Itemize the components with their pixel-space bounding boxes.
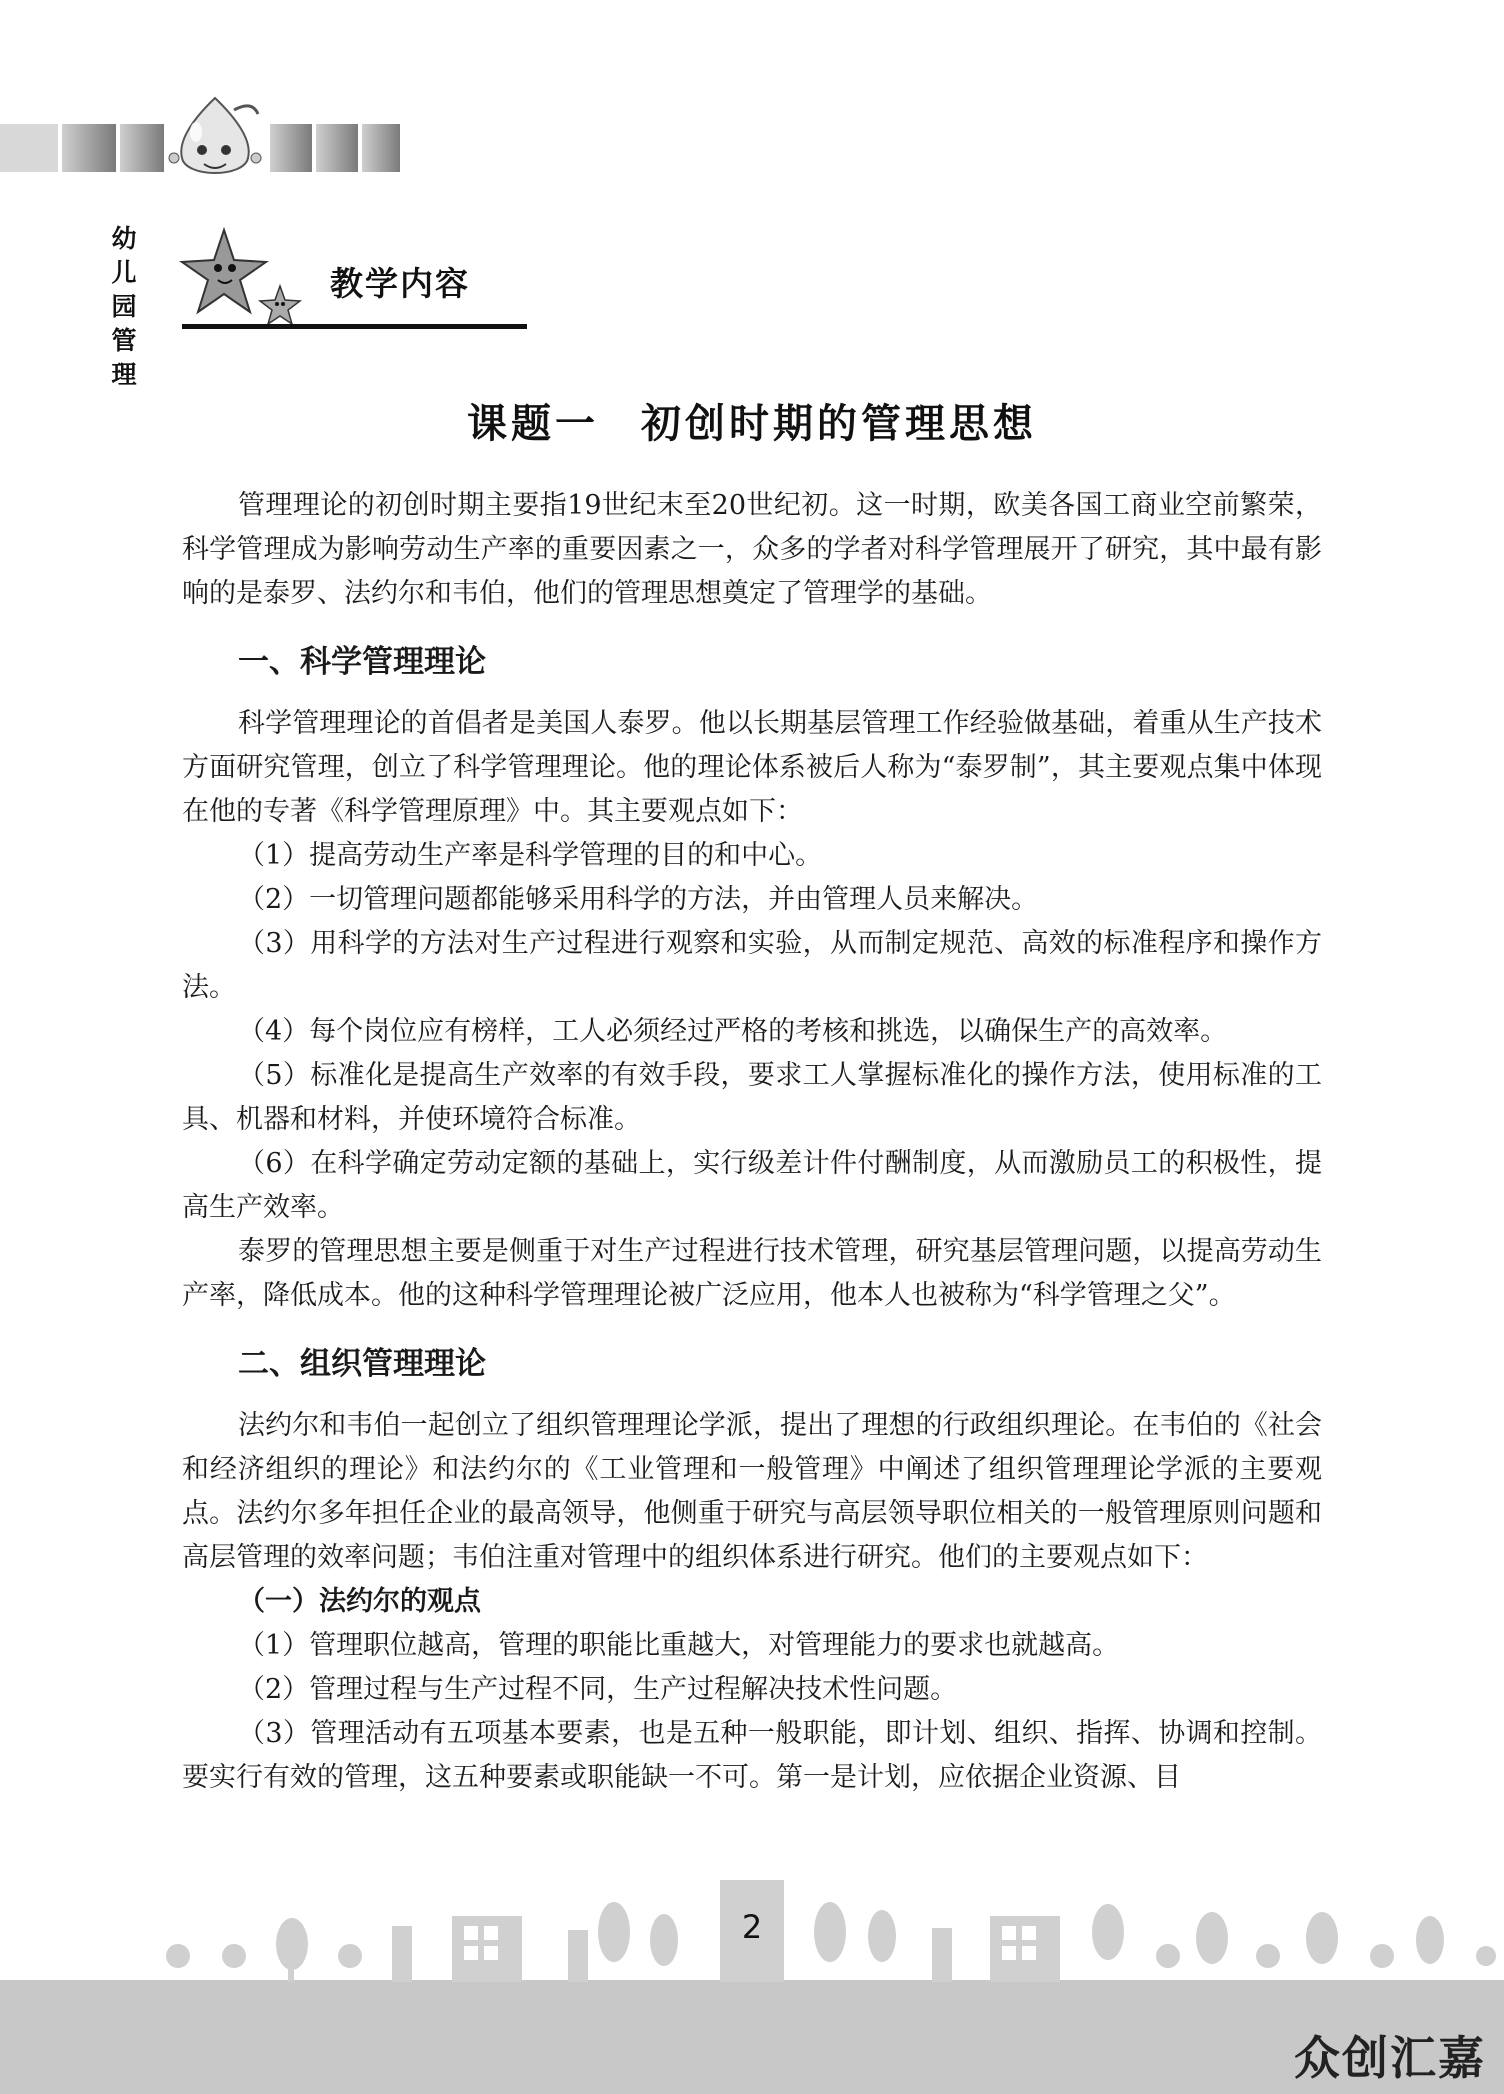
water-drop-mascot-icon	[160, 92, 270, 190]
body-text	[182, 484, 1322, 1800]
list-item: （1）管理职位越高，管理的职能比重越大，对管理能力的要求也就越高。	[238, 1630, 1120, 1661]
list-item: （5）标准化是提高生产效率的有效手段，要求工人掌握标准化的操作方法，使用标准的工具、机器和材料，并使环境符合标准。	[182, 1060, 1322, 1135]
page-number: 2	[741, 1908, 763, 1946]
watermark-logo: 众创汇嘉	[1294, 2031, 1486, 2085]
section-heading: 二、组织管理理论	[238, 1346, 486, 1382]
side-book-title: 幼儿园管理	[111, 224, 137, 389]
starfish-mascot-icon	[176, 224, 326, 332]
list-item: （1）提高劳动生产率是科学管理的目的和中心。	[238, 840, 823, 871]
section-heading: 一、科学管理理论	[238, 644, 486, 680]
list-item: （4）每个岗位应有榜样，工人必须经过严格的考核和挑选，以确保生产的高效率。	[238, 1016, 1228, 1047]
lesson-title	[0, 392, 1504, 449]
list-item: （3）管理活动有五项基本要素，也是五种一般职能，即计划、组织、指挥、协调和控制。要实行有效的管理，这五种要素或职能缺一不可。第一是计划，应依据企业资源、目	[182, 1718, 1322, 1793]
lesson-number: 课题一	[467, 401, 599, 447]
section-header: 教学内容	[330, 264, 470, 303]
list-item: （6）在科学确定劳动定额的基础上，实行级差计件付酬制度，从而激励员工的积极性，提高生产效率。	[182, 1148, 1322, 1223]
header-underline	[182, 324, 527, 329]
list-item: （2）管理过程与生产过程不同，生产过程解决技术性问题。	[238, 1674, 958, 1705]
paragraph: 法约尔和韦伯一起创立了组织管理理论学派，提出了理想的行政组织理论。在韦伯的《社会和经济组织的理论》和法约尔的《工业管理和一般管理》中阐述了组织管理理论学派的主要观点。法约尔多年担任企业的最高领导，他侧重于研究与高层领导职位相关的一般管理原则问题和高层管理的效率问题；韦伯注重对管理中的组织体系进行研究。他们的主要观点如下：	[182, 1410, 1322, 1573]
paragraph: 科学管理理论的首倡者是美国人泰罗。他以长期基层管理工作经验做基础，着重从生产技术方面研究管理，创立了科学管理理论。他的理论体系被后人称为“泰罗制”，其主要观点集中体现在他的专著《科学管理原理》中。其主要观点如下：	[182, 708, 1322, 827]
lesson-name: 初创时期的管理思想	[641, 401, 1037, 447]
intro-paragraph: 管理理论的初创时期主要指19世纪末至20世纪初。这一时期，欧美各国工商业空前繁荣，科学管理成为影响劳动生产率的重要因素之一，众多的学者对科学管理展开了研究，其中最有影响的是泰罗、法约尔和韦伯，他们的管理思想奠定了管理学的基础。	[182, 490, 1322, 609]
list-item: （3）用科学的方法对生产过程进行观察和实验，从而制定规范、高效的标准程序和操作方法。	[182, 928, 1322, 1003]
list-item: （2）一切管理问题都能够采用科学的方法，并由管理人员来解决。	[238, 884, 1039, 915]
paragraph: 泰罗的管理思想主要是侧重于对生产过程进行技术管理，研究基层管理问题，以提高劳动生产率，降低成本。他的这种科学管理理论被广泛应用，他本人也被称为“科学管理之父”。	[182, 1236, 1322, 1311]
sub-heading: （一）法约尔的观点	[238, 1586, 481, 1617]
